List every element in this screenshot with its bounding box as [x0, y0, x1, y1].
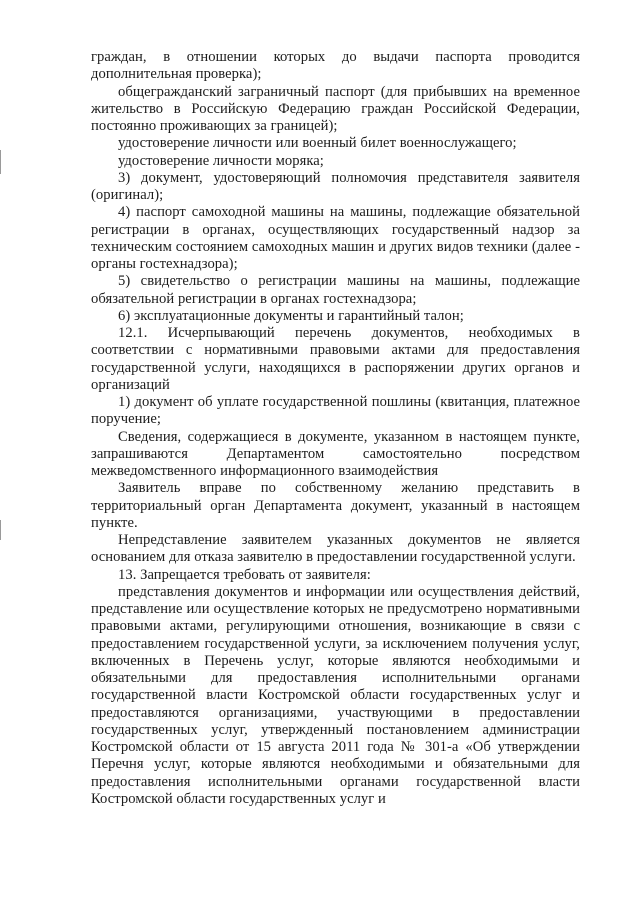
- paragraph: 12.1. Исчерпывающий перечень документов, необходимых в соответствии с нормативными правовыми актами для предоставления государственной услуги, находящихся в распоряжении других органов и организаций: [91, 325, 580, 393]
- paragraph: общегражданский заграничный паспорт (для прибывших на временное жительство в Российскую Федерацию граждан Российской Федерации, постоянно проживающих за границей);: [91, 83, 580, 134]
- paragraph: представления документов и информации или осуществления действий, представление или осуществление которых не предусмотрено нормативными правовыми актами, регулирующими отношения, возникающие в связи с предоставлением государственной услуги, за исключением получения услуг, включенных в Перечень услуг, которые являются необходимыми и обязательными для предоставления исполнительными органами государственной власти Костромской области государственных услуг и предоставляются организациями, участвующими в предоставлении государственных услуг, утвержденный постановлением администрации Костромской области от 15 августа 2011 года № 301-а «Об утверждении Перечня услуг, которые являются необходимыми и обязательными для предоставления исполнительными органами государственной власти Костромской области государственных услуг и: [91, 583, 580, 807]
- paragraph: Непредставление заявителем указанных документов не является основанием для отказа заявителю в предоставлении государственной услуги.: [91, 532, 580, 566]
- paragraph: 3) документ, удостоверяющий полномочия представителя заявителя (оригинал);: [91, 169, 580, 203]
- paragraph: Сведения, содержащиеся в документе, указанном в настоящем пункте, запрашиваются Департаментом самостоятельно посредством межведомственного информационного взаимодействия: [91, 428, 580, 479]
- paragraph: 13. Запрещается требовать от заявителя:: [118, 566, 371, 583]
- document-body: [91, 49, 580, 808]
- scan-margin-mark: [0, 150, 1, 174]
- paragraph: 6) эксплуатационные документы и гарантийный талон;: [118, 307, 464, 324]
- paragraph: 5) свидетельство о регистрации машины на машины, подлежащие обязательной регистрации в органах гостехнадзора;: [91, 273, 580, 307]
- paragraph: граждан, в отношении которых до выдачи паспорта проводится дополнительная проверка);: [91, 49, 580, 83]
- paragraph: удостоверение личности моряка;: [118, 152, 324, 169]
- paragraph: Заявитель вправе по собственному желанию представить в территориальный орган Департамента документ, указанный в настоящем пункте.: [91, 480, 580, 531]
- paragraph: 4) паспорт самоходной машины на машины, подлежащие обязательной регистрации в органах, осуществляющих государственный надзор за техническим состоянием самоходных машин и других видов техники (далее - органы гостехнадзора);: [91, 204, 580, 272]
- paragraph: удостоверение личности или военный билет военнослужащего;: [118, 135, 517, 152]
- scan-margin-mark: [0, 520, 1, 540]
- paragraph: 1) документ об уплате государственной пошлины (квитанция, платежное поручение;: [91, 394, 580, 428]
